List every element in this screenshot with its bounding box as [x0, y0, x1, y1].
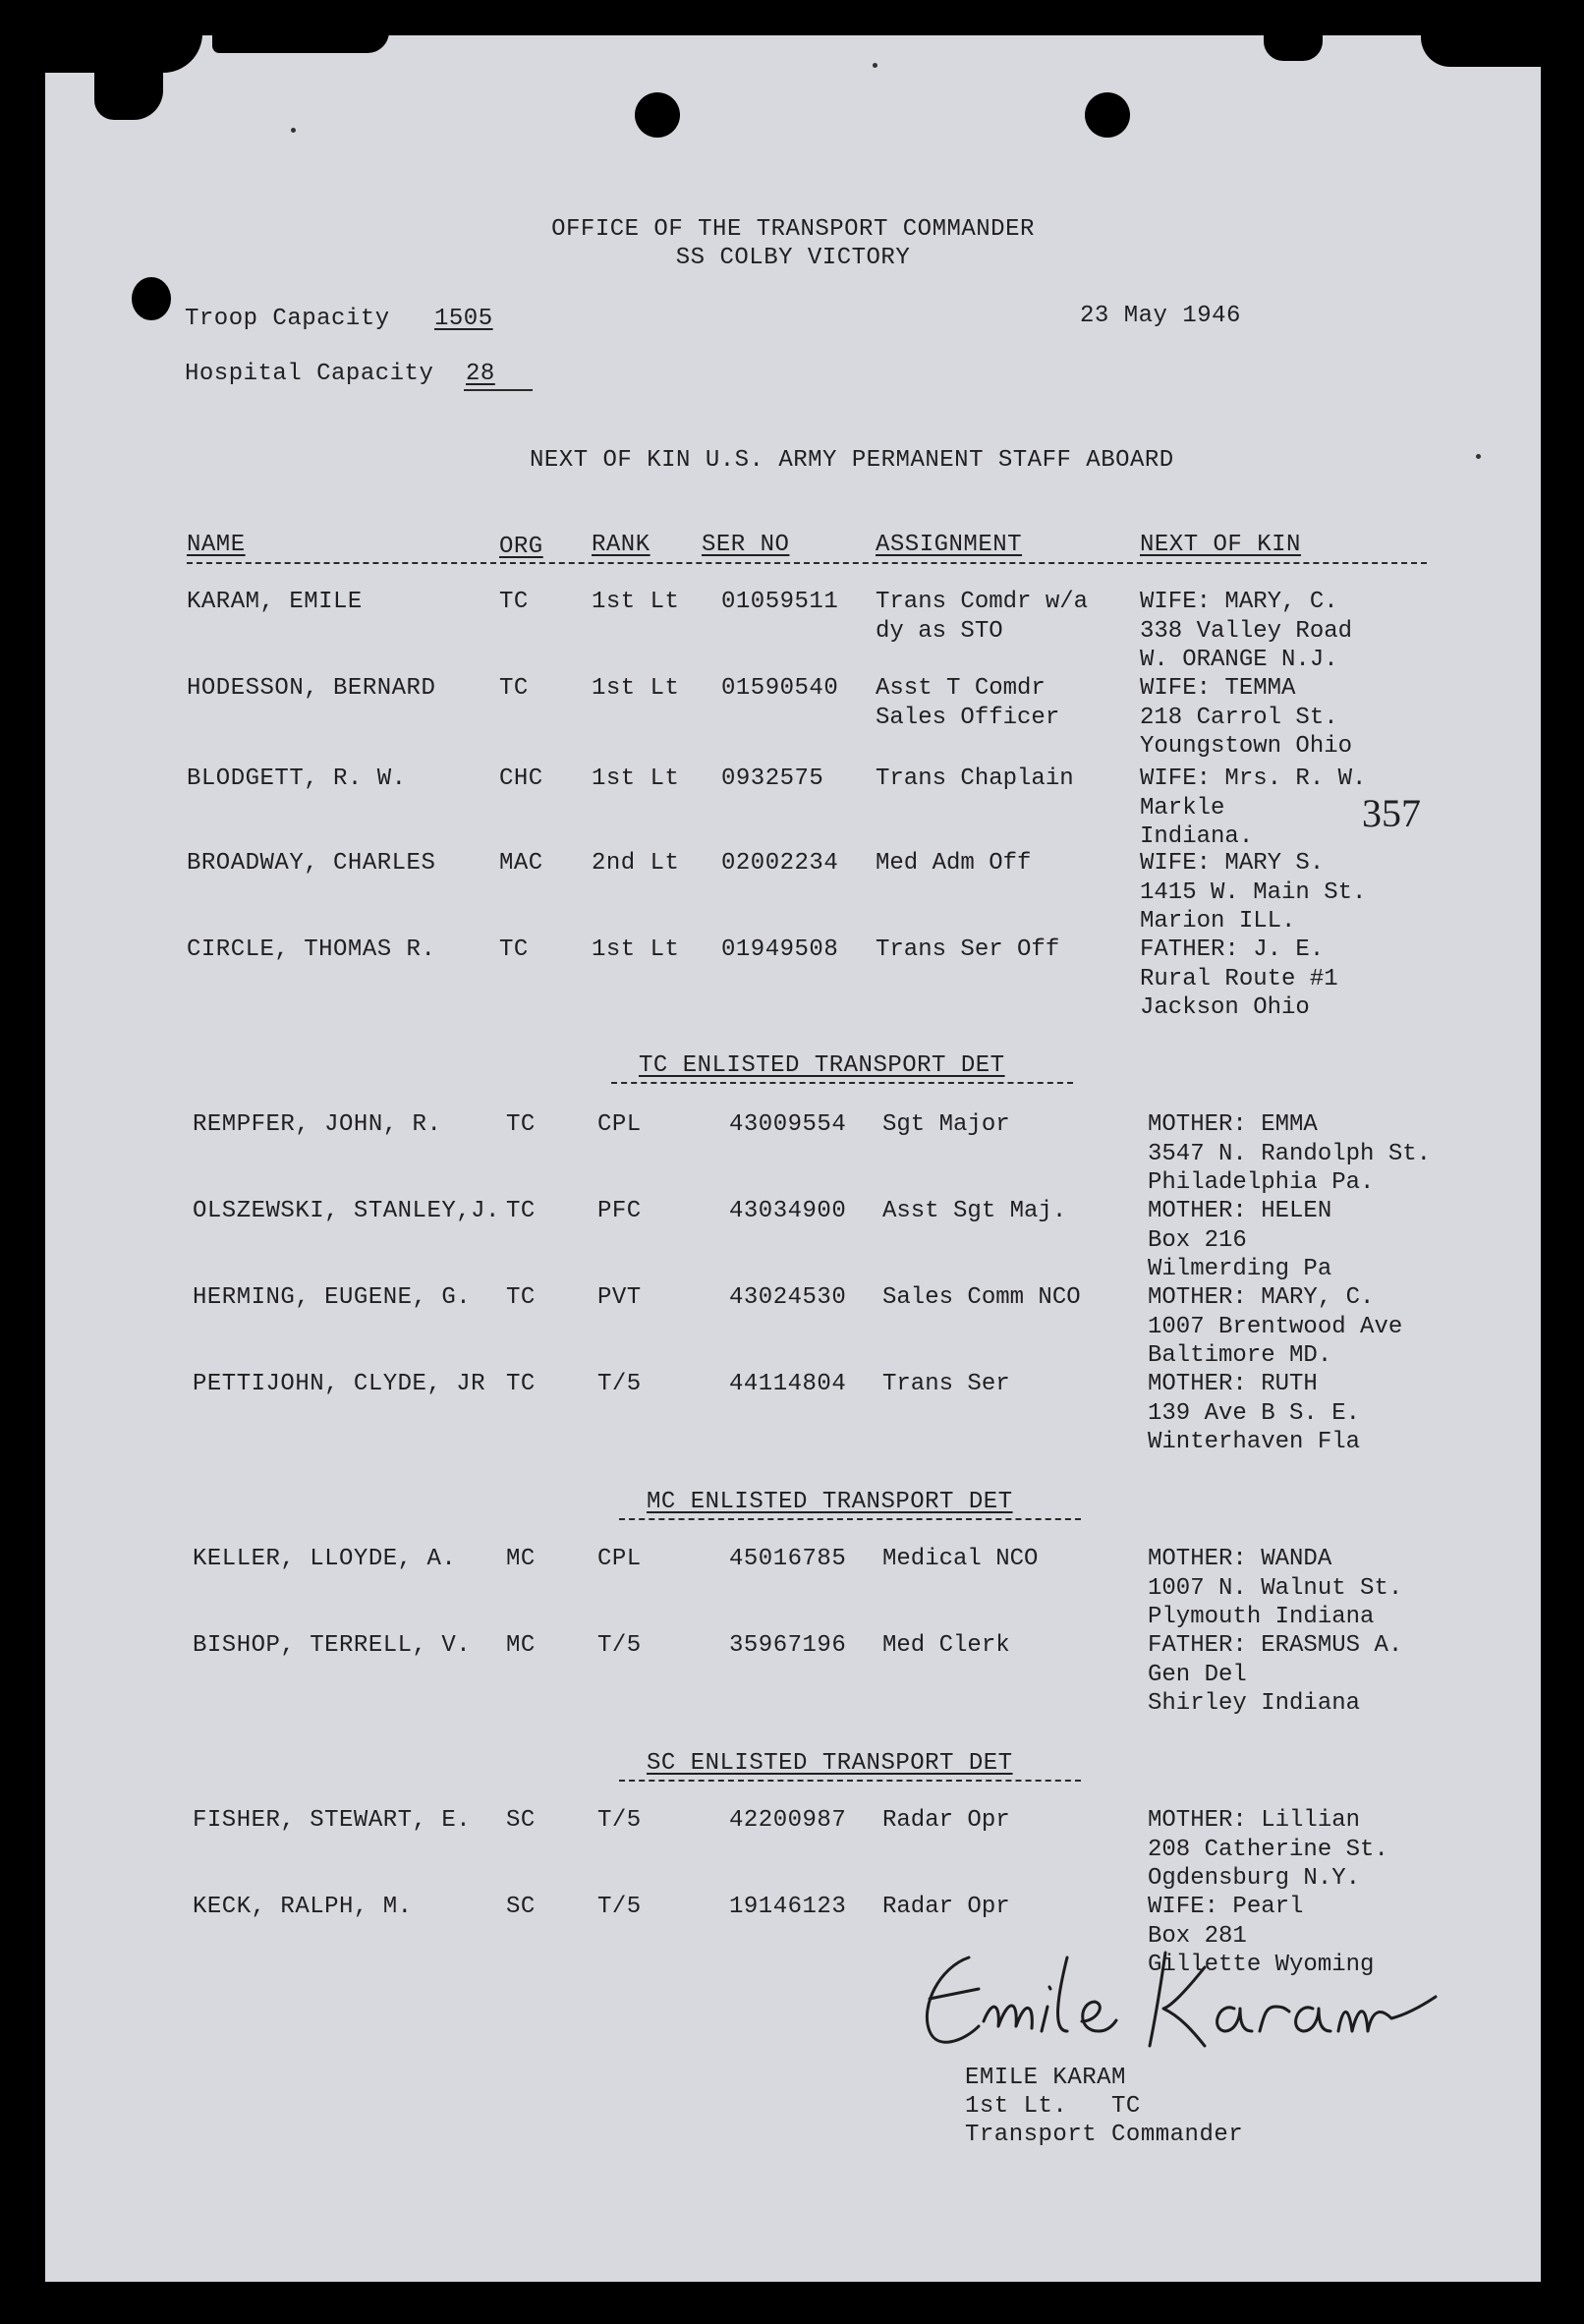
row-name: HODESSON, BERNARD — [187, 675, 436, 702]
row-next-of-kin: WIFE: MARY S. 1415 W. Main St. Marion ILL. — [1140, 850, 1367, 935]
row-assignment: Trans Ser Off — [876, 936, 1060, 963]
row-rank: T/5 — [597, 1632, 642, 1659]
row-assignment: Trans Comdr w/a dy as STO — [876, 589, 1089, 645]
row-org: CHC — [499, 765, 543, 792]
row-next-of-kin: MOTHER: MARY, C. 1007 Brentwood Ave Baltimore MD. — [1148, 1284, 1403, 1369]
row-org: TC — [499, 936, 529, 963]
document-page — [45, 31, 1541, 2282]
row-rank: 1st Lt — [592, 936, 680, 963]
row-name: OLSZEWSKI, STANLEY,J. — [193, 1198, 500, 1224]
punch-hole — [132, 277, 171, 320]
row-next-of-kin: WIFE: MARY, C. 338 Valley Road W. ORANGE N.J. — [1140, 589, 1353, 673]
row-next-of-kin: MOTHER: EMMA 3547 N. Randolph St. Philadelphia Pa. — [1148, 1111, 1432, 1196]
signer-title: Transport Commander — [965, 2122, 1244, 2148]
section-rule — [619, 1518, 1081, 1520]
row-ser-no: 42200987 — [729, 1807, 847, 1834]
section-rule — [611, 1082, 1073, 1084]
speck — [1476, 454, 1481, 459]
row-rank: 1st Lt — [592, 765, 680, 792]
row-ser-no: 43034900 — [729, 1198, 847, 1224]
row-rank: 1st Lt — [592, 589, 680, 615]
row-org: SC — [506, 1894, 536, 1920]
punch-hole — [635, 92, 680, 138]
signer-name: EMILE KARAM — [965, 2065, 1126, 2091]
row-next-of-kin: MOTHER: WANDA 1007 N. Walnut St. Plymouth Indiana — [1148, 1546, 1403, 1630]
header-rule — [187, 562, 1427, 564]
row-name: BLODGETT, R. W. — [187, 765, 407, 792]
row-org: TC — [506, 1111, 536, 1138]
row-ser-no: 01590540 — [721, 675, 839, 702]
row-rank: T/5 — [597, 1807, 642, 1834]
row-ser-no: 01059511 — [721, 589, 839, 615]
row-assignment: Trans Chaplain — [876, 765, 1074, 792]
page-number: 357 — [1362, 791, 1421, 835]
col-rank: RANK — [592, 532, 651, 558]
row-assignment: Asst Sgt Maj. — [882, 1198, 1067, 1224]
row-next-of-kin: FATHER: ERASMUS A. Gen Del Shirley Indiana — [1148, 1632, 1403, 1717]
underline — [464, 389, 533, 391]
row-next-of-kin: MOTHER: HELEN Box 216 Wilmerding Pa — [1148, 1198, 1332, 1282]
office-line-2: SS COLBY VICTORY — [675, 245, 911, 271]
row-assignment: Trans Ser — [882, 1371, 1010, 1397]
row-org: SC — [506, 1807, 536, 1834]
row-assignment: Sales Comm NCO — [882, 1284, 1081, 1311]
col-next-of-kin: NEXT OF KIN — [1140, 532, 1301, 558]
row-rank: T/5 — [597, 1894, 642, 1920]
row-org: MAC — [499, 850, 543, 877]
troop-capacity-value: 1505 — [434, 306, 493, 332]
col-assignment: ASSIGNMENT — [876, 532, 1023, 558]
handwritten-signature — [910, 1938, 1441, 2066]
torn-edge — [94, 61, 163, 120]
row-org: MC — [506, 1632, 536, 1659]
document-title: NEXT OF KIN U.S. ARMY PERMANENT STAFF ABOARD — [530, 447, 1174, 474]
row-assignment: Medical NCO — [882, 1546, 1039, 1572]
col-org: ORG — [499, 534, 543, 560]
troop-capacity-label: Troop Capacity — [185, 306, 390, 332]
row-org: TC — [506, 1371, 536, 1397]
row-org: TC — [499, 675, 529, 702]
row-next-of-kin: MOTHER: RUTH 139 Ave B S. E. Winterhaven Fla — [1148, 1371, 1361, 1455]
row-name: CIRCLE, THOMAS R. — [187, 936, 436, 963]
row-org: TC — [506, 1198, 536, 1224]
section-title: SC ENLISTED TRANSPORT DET — [647, 1750, 1013, 1777]
torn-edge — [1421, 31, 1541, 67]
torn-edge — [1264, 31, 1323, 61]
row-rank: 1st Lt — [592, 675, 680, 702]
speck — [291, 128, 296, 133]
row-org: TC — [506, 1284, 536, 1311]
row-rank: PFC — [597, 1198, 642, 1224]
section-title: MC ENLISTED TRANSPORT DET — [647, 1489, 1013, 1515]
row-assignment: Med Adm Off — [876, 850, 1032, 877]
row-org: TC — [499, 589, 529, 615]
row-name: BISHOP, TERRELL, V. — [193, 1632, 472, 1659]
row-assignment: Sgt Major — [882, 1111, 1010, 1138]
row-name: BROADWAY, CHARLES — [187, 850, 436, 877]
row-ser-no: 44114804 — [729, 1371, 847, 1397]
row-ser-no: 02002234 — [721, 850, 839, 877]
row-rank: 2nd Lt — [592, 850, 680, 877]
torn-edge — [212, 31, 389, 53]
row-next-of-kin: WIFE: Mrs. R. W. Markle Indiana. — [1140, 765, 1367, 850]
row-org: MC — [506, 1546, 536, 1572]
row-name: KECK, RALPH, M. — [193, 1894, 413, 1920]
punch-hole — [1085, 92, 1130, 138]
row-name: HERMING, EUGENE, G. — [193, 1284, 472, 1311]
row-assignment: Radar Opr — [882, 1894, 1010, 1920]
row-ser-no: 45016785 — [729, 1546, 847, 1572]
row-name: PETTIJOHN, CLYDE, JR — [193, 1371, 486, 1397]
row-rank: CPL — [597, 1111, 642, 1138]
row-next-of-kin: FATHER: J. E. Rural Route #1 Jackson Ohio — [1140, 936, 1338, 1021]
row-ser-no: 01949508 — [721, 936, 839, 963]
row-name: FISHER, STEWART, E. — [193, 1807, 472, 1834]
row-rank: T/5 — [597, 1371, 642, 1397]
row-next-of-kin: WIFE: Pearl Box 281 Gillette Wyoming — [1148, 1894, 1375, 1978]
row-name: REMPFER, JOHN, R. — [193, 1111, 442, 1138]
row-assignment: Med Clerk — [882, 1632, 1010, 1659]
row-next-of-kin: WIFE: TEMMA 218 Carrol St. Youngstown Ohio — [1140, 675, 1353, 760]
row-ser-no: 0932575 — [721, 765, 824, 792]
col-ser-no: SER NO — [702, 532, 790, 558]
section-rule — [619, 1780, 1081, 1782]
section-title: TC ENLISTED TRANSPORT DET — [639, 1052, 1005, 1079]
office-line-1: OFFICE OF THE TRANSPORT COMMANDER — [551, 216, 1035, 243]
row-assignment: Asst T Comdr Sales Officer — [876, 675, 1060, 731]
document-date: 23 May 1946 — [1080, 303, 1241, 329]
speck — [873, 63, 877, 68]
signer-rank: 1st Lt. TC — [965, 2093, 1141, 2120]
row-ser-no: 35967196 — [729, 1632, 847, 1659]
row-ser-no: 43009554 — [729, 1111, 847, 1138]
row-name: KARAM, EMILE — [187, 589, 363, 615]
row-rank: PVT — [597, 1284, 642, 1311]
row-rank: CPL — [597, 1546, 642, 1572]
row-ser-no: 19146123 — [729, 1894, 847, 1920]
row-next-of-kin: MOTHER: Lillian 208 Catherine St. Ogdensburg N.Y. — [1148, 1807, 1388, 1892]
hospital-capacity-label: Hospital Capacity — [185, 361, 434, 387]
row-name: KELLER, LLOYDE, A. — [193, 1546, 457, 1572]
col-name: NAME — [187, 532, 246, 558]
hospital-capacity-value: 28 — [466, 361, 495, 387]
row-assignment: Radar Opr — [882, 1807, 1010, 1834]
row-ser-no: 43024530 — [729, 1284, 847, 1311]
